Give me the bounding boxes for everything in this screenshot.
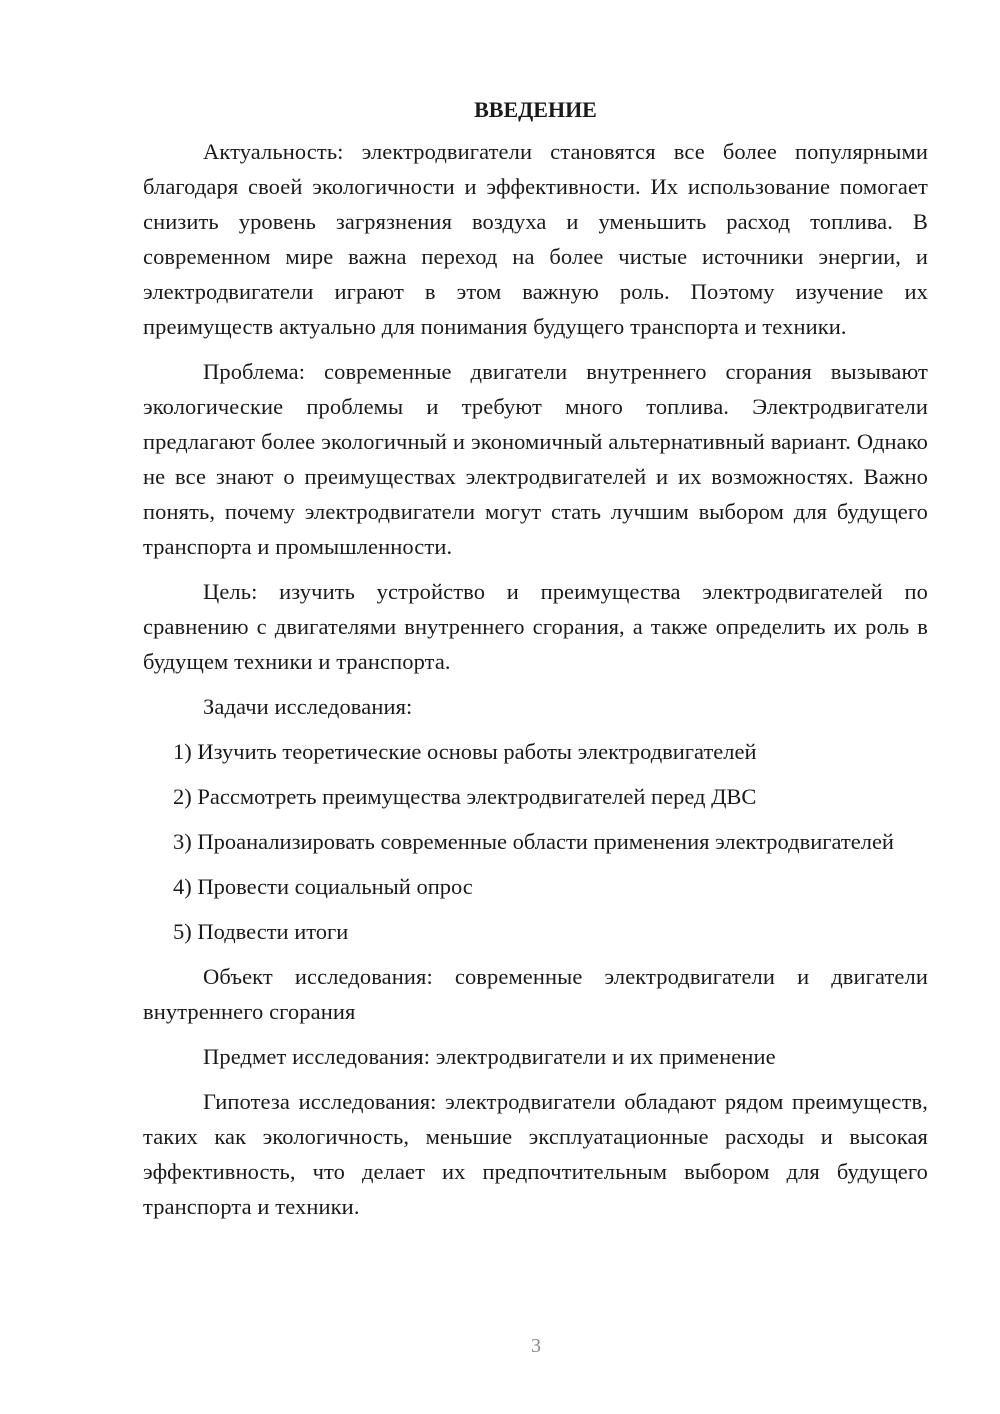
tasks-heading: Задачи исследования: [203,694,413,719]
paragraph-hypothesis: Гипотеза исследования: электродвигатели обладают рядом преимуществ, таких как экологичность, меньшие эксплуатационные расходы и высокая эффективность, что делает их предпочтительным выбором для будущего транспорта и техники. [143,1089,928,1219]
task-item: 4) Провести социальный опрос [173,874,473,899]
document-page [143,92,928,1234]
section-title: ВВЕДЕНИЕ [474,97,597,122]
task-item: 3) Проанализировать современные области применения электродвигателей [173,829,894,854]
task-item: 2) Рассмотреть преимущества электродвигателей перед ДВС [173,784,757,809]
paragraph-problem: Проблема: современные двигатели внутреннего сгорания вызывают экологические проблемы и требуют много топлива. Электродвигатели предлагают более экологичный и экономичный альтернативный вариант. Однако не все знают о преимуществах электродвигателей и их возможностях. Важно понять, почему электродвигатели могут стать лучшим выбором для будущего транспорта и промышленности. [143,359,928,559]
paragraph-goal: Цель: изучить устройство и преимущества электродвигателей по сравнению с двигателями внутреннего сгорания, а также определить их роль в будущем техники и транспорта. [143,579,928,674]
page-number: 3 [531,1335,541,1357]
paragraph-relevance: Актуальность: электродвигатели становятся все более популярными благодаря своей экологичности и эффективности. Их использование помогает снизить уровень загрязнения воздуха и уменьшить расход топлива. В современном мире важна переход на более чистые источники энергии, и электродвигатели играют в этом важную роль. Поэтому изучение их преимуществ актуально для понимания будущего транспорта и техники. [143,139,928,339]
paragraph-subject: Предмет исследования: электродвигатели и их применение [203,1044,776,1069]
task-item: 5) Подвести итоги [173,919,349,944]
paragraph-object: Объект исследования: современные электродвигатели и двигатели внутреннего сгорания [143,964,928,1024]
task-item: 1) Изучить теоретические основы работы электродвигателей [173,739,757,764]
